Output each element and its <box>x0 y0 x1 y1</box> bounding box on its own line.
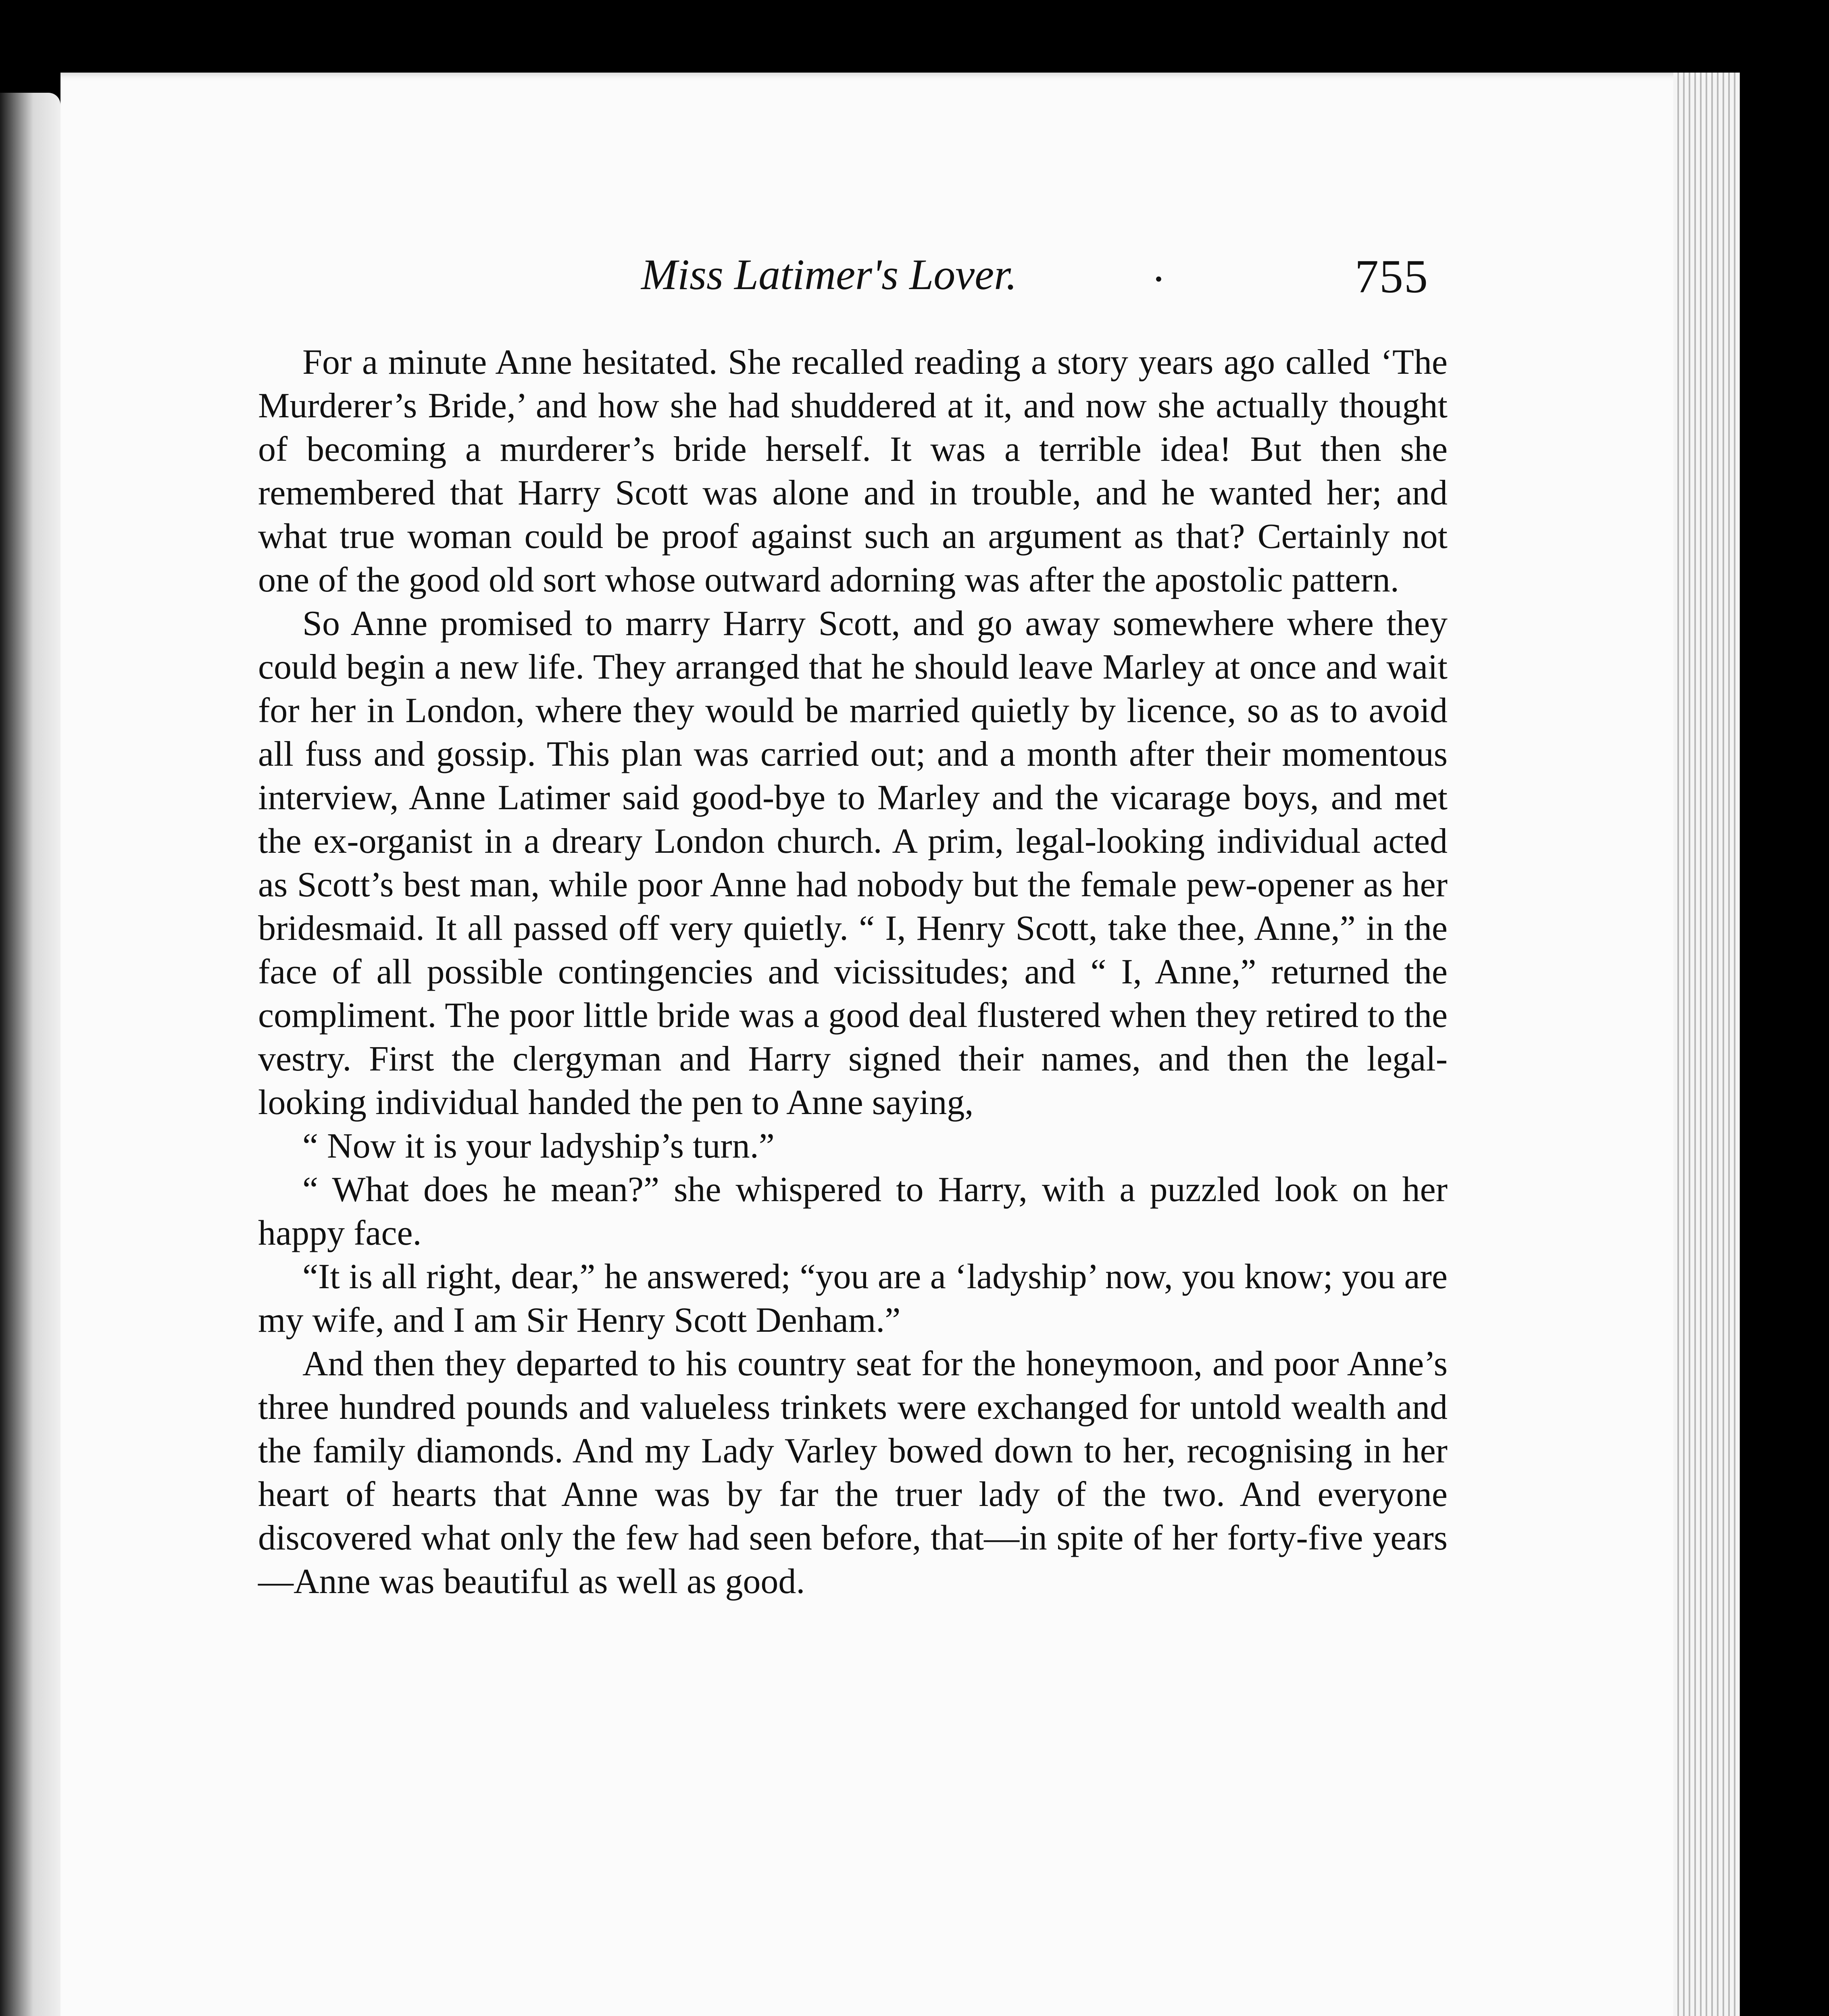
running-separator: . <box>1153 243 1164 291</box>
paragraph-4: “ What does he mean?” she whispered to Harry, with a puzzled look on her happy face. <box>258 1170 1448 1253</box>
paragraph-5: “It is all right, dear,” he answered; “you are a ‘ladyship’ now, you know; you are my wife, and I am Sir Henry Scott Denham.” <box>258 1257 1448 1340</box>
running-title: Miss Latimer's Lover. <box>641 251 1017 299</box>
paragraph-2: So Anne promised to marry Harry Scott, and go away somewhere where they could begin a new life. They arranged that he should leave Marley at once and wait for her in London, where they would be married quietly by licence, so as to avoid all fuss and gossip. This plan was carried out; and a month after their momentous interview, Anne Latimer said good-bye to Marley and the vicarage boys, and met the ex-organist in a dreary London church. A prim, legal-looking individual acted as Scott’s best man, while poor Anne had nobody but the female pew-opener as her bridesmaid. It all passed off very quietly. “ I, Henry Scott, take thee, Anne,” in the face of all possible contingencies and vicissitudes; and “ I, Anne,” returned the compliment. The poor little bride was a good deal flustered when they retired to the vestry. First the clergyman and Harry signed their names, and then the legal-looking individual handed the pen to Anne saying, <box>258 604 1448 1122</box>
left-page-edge <box>0 93 60 2016</box>
paragraph-1: For a minute Anne hesitated. She recalled reading a story years ago called ‘The Murderer’s Bride,’ and how she had shuddered at it, and now she actually thought of becoming a murderer’s bride herself. It was a terrible idea! But then she remembered that Harry Scott was alone and in trouble, and he wanted her; and what true woman could be proof against such an argument as that? Certainly not one of the good old sort whose outward adorning was after the apostolic pattern. <box>258 343 1448 600</box>
page-number: 755 <box>1355 250 1429 303</box>
paragraph-3: “ Now it is your ladyship’s turn.” <box>302 1127 775 1166</box>
paragraph-6: And then they departed to his country seat for the honeymoon, and poor Anne’s three hundred pounds and valueless trinkets were exchanged for untold wealth and the family diamonds. And my Lady Varley bowed down to her, recognising in her heart of hearts that Anne was by far the truer lady of the two. And everyone discovered what only the few had seen before, that—in spite of her forty-five years—Anne was beautiful as well as good. <box>258 1344 1448 1601</box>
body-text <box>258 341 1448 1604</box>
page-edge-stack <box>1673 73 1740 2016</box>
